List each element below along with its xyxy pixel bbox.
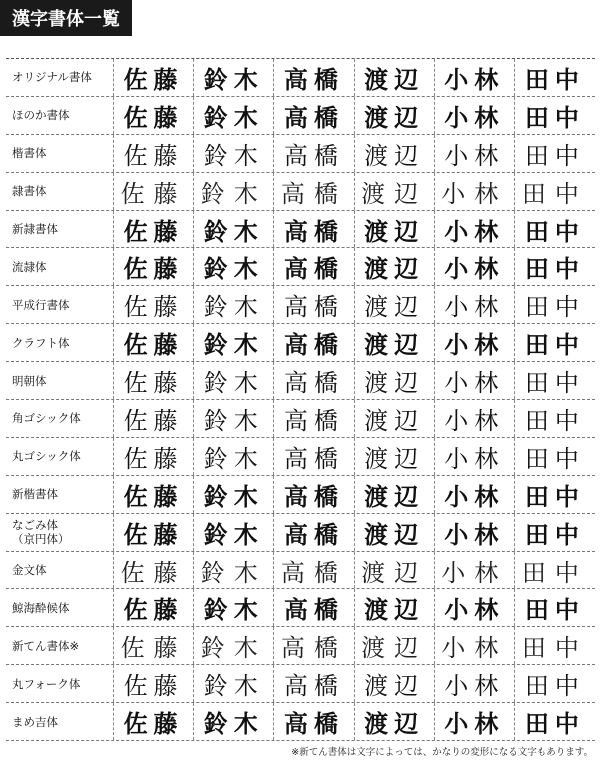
sample-name-cell: 鈴木 bbox=[194, 248, 274, 285]
font-sample-table bbox=[6, 58, 595, 742]
sample-name-cell: 小林 bbox=[435, 324, 515, 361]
sample-name-cell: 渡辺 bbox=[355, 514, 435, 551]
sample-name-cell: 田中 bbox=[524, 369, 585, 398]
sample-name-cell: 渡辺 bbox=[355, 438, 435, 475]
sample-name-cell: 小林 bbox=[435, 438, 515, 475]
sample-name-cell: 高橋 bbox=[274, 438, 354, 475]
sample-name-cell: 高橋 bbox=[274, 400, 354, 437]
font-row bbox=[6, 438, 595, 476]
sample-name-cell: 田中 bbox=[524, 103, 585, 132]
sample-name-cell: 鈴木 bbox=[194, 324, 274, 361]
sample-name-cell: 佐藤 bbox=[114, 665, 194, 702]
font-row bbox=[6, 552, 595, 590]
sample-name-cell: 鈴木 bbox=[194, 286, 274, 323]
font-name-label: 流隷体 bbox=[6, 248, 114, 285]
sample-name-cell: 鈴木 bbox=[194, 211, 274, 248]
sample-name-cell: 田中 bbox=[524, 672, 585, 701]
sample-name-cell: 鈴木 bbox=[194, 135, 274, 172]
sample-name-cell: 高橋 bbox=[274, 589, 354, 626]
sample-name-cell: 小林 bbox=[435, 211, 515, 248]
font-name-label: 新隷書体 bbox=[6, 211, 114, 248]
sample-name-cell: 佐藤 bbox=[114, 97, 194, 134]
sample-name-cell: 佐藤 bbox=[114, 400, 194, 437]
font-name-label: 鯨海酔候体 bbox=[6, 589, 114, 626]
sample-name-cell: 佐藤 bbox=[114, 476, 194, 513]
sample-name-cell: 高橋 bbox=[274, 211, 354, 248]
font-name-label: ほのか書体 bbox=[6, 97, 114, 134]
font-name-label: 明朝体 bbox=[6, 362, 114, 399]
sample-name-cell: 小林 bbox=[435, 514, 515, 551]
sample-name-cell: 佐藤 bbox=[114, 514, 194, 551]
sample-name-cell: 佐藤 bbox=[114, 135, 194, 172]
font-row bbox=[6, 211, 595, 249]
font-name-label: 平成行書体 bbox=[6, 286, 114, 323]
sample-name-cell: 渡辺 bbox=[355, 362, 435, 399]
sample-name-cell: 田中 bbox=[524, 331, 585, 360]
sample-name-cell: 佐藤 bbox=[114, 552, 194, 589]
sample-name-cell: 鈴木 bbox=[194, 665, 274, 702]
font-row bbox=[6, 400, 595, 438]
sample-name-cell: 小林 bbox=[435, 627, 515, 664]
font-name-label: オリジナル書体 bbox=[6, 59, 114, 96]
sample-name-cell: 高橋 bbox=[274, 627, 354, 664]
font-row bbox=[6, 476, 595, 514]
sample-name-cell: 渡辺 bbox=[355, 552, 435, 589]
font-name-label: まめ吉体 bbox=[6, 703, 114, 740]
sample-name-cell: 鈴木 bbox=[194, 59, 274, 96]
sample-name-cell: 小林 bbox=[435, 135, 515, 172]
sample-name-cell: 佐藤 bbox=[114, 438, 194, 475]
sample-name-cell: 高橋 bbox=[274, 665, 354, 702]
sample-name-cell: 小林 bbox=[435, 703, 515, 740]
sample-name-cell: 高橋 bbox=[274, 552, 354, 589]
font-row bbox=[6, 362, 595, 400]
page-title: 漢字書体一覧 bbox=[0, 0, 132, 36]
sample-name-cell: 高橋 bbox=[274, 324, 354, 361]
sample-name-cell: 渡辺 bbox=[355, 589, 435, 626]
sample-name-cell: 田中 bbox=[521, 558, 588, 587]
sample-name-cell: 渡辺 bbox=[355, 324, 435, 361]
sample-name-cell: 小林 bbox=[435, 589, 515, 626]
sample-name-cell: 小林 bbox=[435, 97, 515, 134]
sample-name-cell: 佐藤 bbox=[114, 627, 194, 664]
sample-name-cell: 渡辺 bbox=[355, 97, 435, 134]
sample-name-cell: 小林 bbox=[435, 665, 515, 702]
sample-name-cell: 鈴木 bbox=[194, 476, 274, 513]
sample-name-cell: 小林 bbox=[435, 59, 515, 96]
sample-name-cell: 高橋 bbox=[274, 514, 354, 551]
sample-name-cell: 鈴木 bbox=[194, 703, 274, 740]
sample-name-cell: 小林 bbox=[435, 476, 515, 513]
sample-name-cell: 田中 bbox=[524, 65, 585, 94]
sample-name-cell: 渡辺 bbox=[355, 665, 435, 702]
sample-name-cell: 田中 bbox=[524, 217, 585, 246]
sample-name-cell: 田中 bbox=[524, 596, 585, 625]
sample-name-cell: 高橋 bbox=[274, 97, 354, 134]
sample-name-cell: 渡辺 bbox=[355, 703, 435, 740]
font-row bbox=[6, 589, 595, 627]
font-name-label: クラフト体 bbox=[6, 324, 114, 361]
sample-name-cell: 小林 bbox=[435, 362, 515, 399]
font-row bbox=[6, 59, 595, 97]
sample-name-cell: 高橋 bbox=[274, 703, 354, 740]
sample-name-cell: 渡辺 bbox=[355, 286, 435, 323]
sample-name-cell: 渡辺 bbox=[355, 627, 435, 664]
font-row bbox=[6, 703, 595, 741]
sample-name-cell: 小林 bbox=[435, 400, 515, 437]
sample-name-cell: 小林 bbox=[435, 248, 515, 285]
sample-name-cell: 田中 bbox=[524, 482, 585, 511]
sample-name-cell: 小林 bbox=[435, 552, 515, 589]
sample-name-cell: 佐藤 bbox=[114, 173, 194, 210]
font-row bbox=[6, 248, 595, 286]
sample-name-cell: 鈴木 bbox=[194, 589, 274, 626]
font-name-label: 丸ゴシック体 bbox=[6, 438, 114, 475]
sample-name-cell: 小林 bbox=[435, 173, 515, 210]
sample-name-cell: 鈴木 bbox=[194, 97, 274, 134]
sample-name-cell: 田中 bbox=[521, 179, 588, 208]
footnote: ※新てん書体は文字によっては、かなりの変形になる文字もあります。 bbox=[291, 747, 593, 758]
sample-name-cell: 佐藤 bbox=[114, 324, 194, 361]
sample-name-cell: 佐藤 bbox=[114, 248, 194, 285]
font-row bbox=[6, 665, 595, 703]
sample-name-cell: 佐藤 bbox=[114, 703, 194, 740]
sample-name-cell: 佐藤 bbox=[114, 211, 194, 248]
sample-name-cell: 田中 bbox=[524, 141, 585, 170]
sample-name-cell: 鈴木 bbox=[194, 514, 274, 551]
sample-name-cell: 高橋 bbox=[274, 59, 354, 96]
sample-name-cell: 高橋 bbox=[274, 286, 354, 323]
sample-name-cell: 高橋 bbox=[274, 173, 354, 210]
sample-name-cell: 田中 bbox=[524, 710, 585, 739]
font-name-label: 新楷書体 bbox=[6, 476, 114, 513]
font-name-label: 金文体 bbox=[6, 552, 114, 589]
sample-name-cell: 渡辺 bbox=[355, 211, 435, 248]
sample-name-cell: 高橋 bbox=[274, 362, 354, 399]
font-row bbox=[6, 97, 595, 135]
font-row bbox=[6, 286, 595, 324]
sample-name-cell: 田中 bbox=[524, 293, 585, 322]
font-row bbox=[6, 627, 595, 665]
font-name-label: 新てん書体※ bbox=[6, 627, 114, 664]
font-name-label: 隷書体 bbox=[6, 173, 114, 210]
sample-name-cell: 佐藤 bbox=[114, 362, 194, 399]
sample-name-cell: 渡辺 bbox=[355, 135, 435, 172]
font-name-label: 楷書体 bbox=[6, 135, 114, 172]
sample-name-cell: 渡辺 bbox=[355, 400, 435, 437]
sample-name-cell: 鈴木 bbox=[194, 627, 274, 664]
sample-name-cell: 渡辺 bbox=[355, 173, 435, 210]
font-name-label: 角ゴシック体 bbox=[6, 400, 114, 437]
font-row bbox=[6, 324, 595, 362]
sample-name-cell: 渡辺 bbox=[355, 476, 435, 513]
sample-name-cell: 高橋 bbox=[274, 135, 354, 172]
sample-name-cell: 小林 bbox=[435, 286, 515, 323]
sample-name-cell: 田中 bbox=[521, 634, 588, 663]
sample-name-cell: 鈴木 bbox=[194, 552, 274, 589]
font-row bbox=[6, 135, 595, 173]
sample-name-cell: 鈴木 bbox=[194, 438, 274, 475]
font-name-label: なごみ体 （京円体） bbox=[6, 514, 114, 551]
sample-name-cell: 田中 bbox=[524, 255, 585, 284]
sample-name-cell: 高橋 bbox=[274, 476, 354, 513]
font-row bbox=[6, 514, 595, 552]
sample-name-cell: 佐藤 bbox=[114, 59, 194, 96]
sample-name-cell: 佐藤 bbox=[114, 589, 194, 626]
sample-name-cell: 渡辺 bbox=[355, 248, 435, 285]
sample-name-cell: 鈴木 bbox=[194, 173, 274, 210]
sample-name-cell: 田中 bbox=[524, 444, 585, 473]
sample-name-cell: 高橋 bbox=[274, 248, 354, 285]
sample-name-cell: 田中 bbox=[524, 520, 585, 549]
sample-name-cell: 鈴木 bbox=[194, 400, 274, 437]
font-name-label: 丸フォーク体 bbox=[6, 665, 114, 702]
font-row bbox=[6, 173, 595, 211]
sample-name-cell: 佐藤 bbox=[114, 286, 194, 323]
sample-name-cell: 田中 bbox=[524, 406, 585, 435]
sample-name-cell: 渡辺 bbox=[355, 59, 435, 96]
sample-name-cell: 鈴木 bbox=[194, 362, 274, 399]
